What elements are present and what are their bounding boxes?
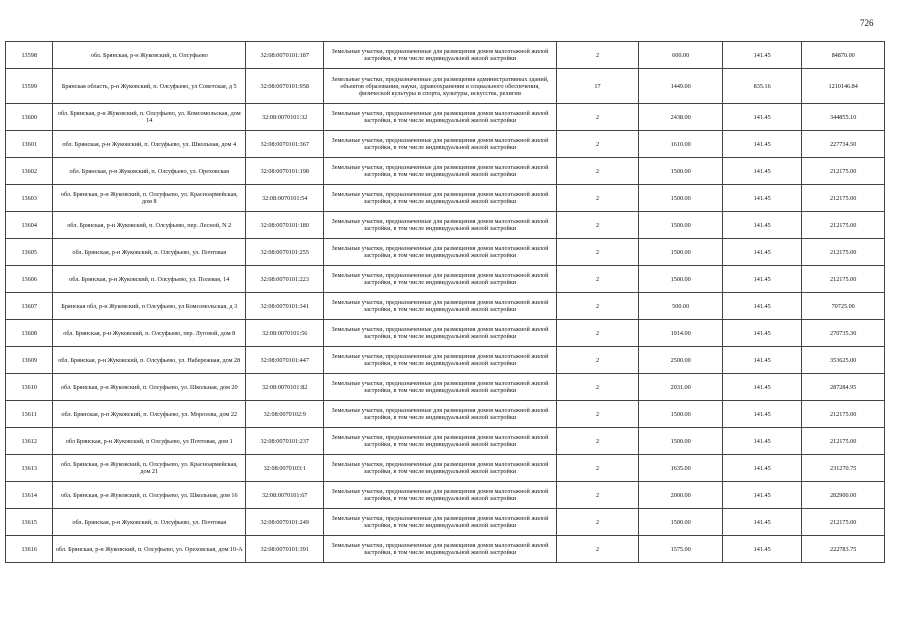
specific-value-cell: 141.45 [723,185,802,212]
cadastral-value-cell: 270735.30 [802,320,885,347]
table-row [6,69,885,104]
row-number: 13600 [6,104,53,131]
category-cell: 2 [556,131,639,158]
cadastral-value-cell: 353625.00 [802,347,885,374]
specific-value-cell: 141.45 [723,212,802,239]
land-use-cell: Земельные участки, предназначенные для размещения домов малоэтажной жилой застройки, в том числе индивидуальной жилой застройки [324,509,556,536]
address-cell: обл. Брянская, р-н Жуковский, п. Олсуфьево, пер. Луговой, дом 8 [53,320,246,347]
table-row [6,536,885,563]
land-use-cell: Земельные участки, предназначенные для размещения домов малоэтажной жилой застройки, в том числе индивидуальной жилой застройки [324,42,556,69]
cadastral-number-cell: 32:08:0070101:341 [246,293,324,320]
cadastral-value-cell: 212175.00 [802,185,885,212]
area-cell: 500.00 [639,293,723,320]
address-cell: Брянская обл, р-н Жуковский, п Олсуфьево, ул Комсомольская, д 3 [53,293,246,320]
address-cell: обл. Брянская, р-н Жуковский, п. Олсуфьево [53,42,246,69]
table-row [6,239,885,266]
area-cell: 1914.00 [639,320,723,347]
row-number: 13606 [6,266,53,293]
table-row [6,320,885,347]
address-cell: обл. Брянская, р-н Жуковский, п. Олсуфьево, ул. Школьная, дом 4 [53,131,246,158]
table-row [6,185,885,212]
table-row [6,212,885,239]
cadastral-value-cell: 84870.00 [802,42,885,69]
cadastral-value-cell: 227734.50 [802,131,885,158]
cadastral-number-cell: 32:08:0070101:56 [246,320,324,347]
cadastral-number-cell: 32:08:0070101:391 [246,536,324,563]
cadastral-value-cell: 1210146.84 [802,69,885,104]
cadastral-value-cell: 287284.95 [802,374,885,401]
cadastral-value-cell: 282900.00 [802,482,885,509]
category-cell: 2 [556,158,639,185]
table-row [6,42,885,69]
address-cell: обл. Брянская, р-н Жуковский, п. Олсуфьево, ул. Полевая, 14 [53,266,246,293]
area-cell: 1635.00 [639,455,723,482]
area-cell: 1500.00 [639,212,723,239]
area-cell: 2000.00 [639,482,723,509]
specific-value-cell: 141.45 [723,455,802,482]
land-use-cell: Земельные участки, предназначенные для размещения домов малоэтажной жилой застройки, в том числе индивидуальной жилой застройки [324,482,556,509]
cadastral-value-cell: 212175.00 [802,212,885,239]
category-cell: 2 [556,428,639,455]
category-cell: 2 [556,455,639,482]
table-row [6,482,885,509]
category-cell: 2 [556,509,639,536]
cadastral-number-cell: 32:08:0070102:9 [246,401,324,428]
land-use-cell: Земельные участки, предназначенные для размещения домов малоэтажной жилой застройки, в том числе индивидуальной жилой застройки [324,293,556,320]
specific-value-cell: 141.45 [723,482,802,509]
row-number: 13615 [6,509,53,536]
specific-value-cell: 141.45 [723,374,802,401]
address-cell: обл. Брянская, р-н Жуковский, п. Олсуфьево, ул. Ореховская, дом 10-А [53,536,246,563]
cadastral-value-cell: 222783.75 [802,536,885,563]
cadastral-value-cell: 212175.00 [802,239,885,266]
table-row [6,104,885,131]
cadastral-number-cell: 32:08:0070101:367 [246,131,324,158]
cadastral-value-table [5,41,885,563]
area-cell: 1575.00 [639,536,723,563]
land-use-cell: Земельные участки, предназначенные для размещения домов малоэтажной жилой застройки, в том числе индивидуальной жилой застройки [324,239,556,266]
category-cell: 2 [556,42,639,69]
area-cell: 2500.00 [639,347,723,374]
address-cell: обл. Брянская, р-н Жуковский, п. Олсуфьево, ул. Морозова, дом 22 [53,401,246,428]
table-row [6,347,885,374]
address-cell: обл. Брянская, р-н Жуковский, п. Олсуфьево, ул. Комсомольская, дом 14 [53,104,246,131]
row-number: 13599 [6,69,53,104]
cadastral-number-cell: 32:08:0070101:54 [246,185,324,212]
table-row [6,293,885,320]
land-use-cell: Земельные участки, предназначенные для размещения домов малоэтажной жилой застройки, в том числе индивидуальной жилой застройки [324,320,556,347]
page-number: 726 [860,18,874,28]
area-cell: 1500.00 [639,266,723,293]
land-use-cell: Земельные участки, предназначенные для размещения домов малоэтажной жилой застройки, в том числе индивидуальной жилой застройки [324,212,556,239]
row-number: 13605 [6,239,53,266]
specific-value-cell: 141.45 [723,104,802,131]
cadastral-number-cell: 32:08:0070101:223 [246,266,324,293]
land-use-cell: Земельные участки, предназначенные для размещения домов малоэтажной жилой застройки, в том числе индивидуальной жилой застройки [324,266,556,293]
category-cell: 2 [556,401,639,428]
cadastral-value-cell: 212175.00 [802,509,885,536]
row-number: 13613 [6,455,53,482]
area-cell: 2438.00 [639,104,723,131]
area-cell: 1610.00 [639,131,723,158]
specific-value-cell: 141.45 [723,320,802,347]
row-number: 13610 [6,374,53,401]
address-cell: обл. Брянская, р-н Жуковский, п. Олсуфьево, ул. Красноармейская, дом 21 [53,455,246,482]
row-number: 13603 [6,185,53,212]
table-row [6,401,885,428]
category-cell: 2 [556,347,639,374]
area-cell: 1500.00 [639,185,723,212]
land-use-cell: Земельные участки, предназначенные для размещения домов малоэтажной жилой застройки, в том числе индивидуальной жилой застройки [324,428,556,455]
table-row [6,428,885,455]
specific-value-cell: 141.45 [723,401,802,428]
specific-value-cell: 141.45 [723,536,802,563]
address-cell: Брянская область, р-н Жуковский, п. Олсуфьево, ул Советская, д 5 [53,69,246,104]
cadastral-number-cell: 32:08:0070101:180 [246,212,324,239]
cadastral-number-cell: 32:08:0070101:958 [246,69,324,104]
cadastral-value-cell: 212175.00 [802,158,885,185]
specific-value-cell: 141.45 [723,428,802,455]
land-use-cell: Земельные участки, предназначенные для размещения административных зданий, объектов образования, науки, здравоохранения и социального обеспечения, физической культуры и спорта, культуры, искусства, религии [324,69,556,104]
table-row [6,266,885,293]
address-cell: обл. Брянская, р-н Жуковский, п. Олсуфьево, ул. Школьная, дом 20 [53,374,246,401]
row-number: 13598 [6,42,53,69]
cadastral-number-cell: 32:08:0070101:187 [246,42,324,69]
cadastral-number-cell: 32:08:0070101:82 [246,374,324,401]
row-number: 13609 [6,347,53,374]
row-number: 13614 [6,482,53,509]
row-number: 13611 [6,401,53,428]
row-number: 13612 [6,428,53,455]
cadastral-value-cell: 70725.00 [802,293,885,320]
cadastral-number-cell: 32:08:0070103:1 [246,455,324,482]
row-number: 13601 [6,131,53,158]
category-cell: 2 [556,104,639,131]
category-cell: 2 [556,266,639,293]
land-use-cell: Земельные участки, предназначенные для размещения домов малоэтажной жилой застройки, в том числе индивидуальной жилой застройки [324,455,556,482]
cadastral-number-cell: 32:08:0070101:198 [246,158,324,185]
row-number: 13608 [6,320,53,347]
specific-value-cell: 141.45 [723,42,802,69]
cadastral-number-cell: 32:08:0070101:249 [246,509,324,536]
land-use-cell: Земельные участки, предназначенные для размещения домов малоэтажной жилой застройки, в том числе индивидуальной жилой застройки [324,131,556,158]
address-cell: обл. Брянская, р-н Жуковский, п. Олсуфьево, ул. Набережная, дом 28 [53,347,246,374]
cadastral-number-cell: 32:08:0070101:447 [246,347,324,374]
row-number: 13602 [6,158,53,185]
cadastral-value-cell: 344855.10 [802,104,885,131]
category-cell: 2 [556,185,639,212]
land-use-cell: Земельные участки, предназначенные для размещения домов малоэтажной жилой застройки, в том числе индивидуальной жилой застройки [324,104,556,131]
cadastral-value-cell: 212175.00 [802,401,885,428]
table-row [6,374,885,401]
cadastral-value-cell: 212175.00 [802,428,885,455]
table-row [6,131,885,158]
cadastral-value-cell: 212175.00 [802,266,885,293]
area-cell: 1500.00 [639,509,723,536]
area-cell: 1500.00 [639,158,723,185]
address-cell: обл. Брянская, р-н Жуковский, п. Олсуфьево, ул. Почтовая [53,509,246,536]
land-use-cell: Земельные участки, предназначенные для размещения домов малоэтажной жилой застройки, в том числе индивидуальной жилой застройки [324,401,556,428]
cadastral-number-cell: 32:08:0070101:255 [246,239,324,266]
row-number: 13607 [6,293,53,320]
specific-value-cell: 141.45 [723,131,802,158]
category-cell: 2 [556,536,639,563]
specific-value-cell: 141.45 [723,509,802,536]
area-cell: 1500.00 [639,428,723,455]
area-cell: 600.00 [639,42,723,69]
cadastral-number-cell: 32:08:0070101:32 [246,104,324,131]
row-number: 13604 [6,212,53,239]
land-use-cell: Земельные участки, предназначенные для размещения домов малоэтажной жилой застройки, в том числе индивидуальной жилой застройки [324,185,556,212]
address-cell: обл. Брянская, р-н Жуковский, п. Олсуфьево, ул. Красноармейская, дом 8 [53,185,246,212]
address-cell: обл. Брянская, р-н Жуковский, п. Олсуфьево, пер. Лесной, N 2 [53,212,246,239]
specific-value-cell: 141.45 [723,239,802,266]
specific-value-cell: 141.45 [723,347,802,374]
cadastral-number-cell: 32:08:0070101:237 [246,428,324,455]
specific-value-cell: 141.45 [723,158,802,185]
cadastral-value-cell: 231270.75 [802,455,885,482]
table-row [6,455,885,482]
land-use-cell: Земельные участки, предназначенные для размещения домов малоэтажной жилой застройки, в том числе индивидуальной жилой застройки [324,536,556,563]
area-cell: 2031.00 [639,374,723,401]
specific-value-cell: 835.16 [723,69,802,104]
category-cell: 2 [556,239,639,266]
specific-value-cell: 141.45 [723,293,802,320]
category-cell: 2 [556,482,639,509]
area-cell: 1449.00 [639,69,723,104]
category-cell: 2 [556,293,639,320]
area-cell: 1500.00 [639,239,723,266]
address-cell: обл. Брянская, р-н Жуковский, п. Олсуфьево, ул. Почтовая [53,239,246,266]
area-cell: 1500.00 [639,401,723,428]
address-cell: обл Брянская, р-н Жуковский, п Олсуфьево, ул Почтовая, дом 1 [53,428,246,455]
address-cell: обл. Брянская, р-н Жуковский, п. Олсуфьево, ул. Школьная, дом 16 [53,482,246,509]
specific-value-cell: 141.45 [723,266,802,293]
land-use-cell: Земельные участки, предназначенные для размещения домов малоэтажной жилой застройки, в том числе индивидуальной жилой застройки [324,374,556,401]
land-use-cell: Земельные участки, предназначенные для размещения домов малоэтажной жилой застройки, в том числе индивидуальной жилой застройки [324,158,556,185]
table-row [6,509,885,536]
category-cell: 2 [556,320,639,347]
land-use-cell: Земельные участки, предназначенные для размещения домов малоэтажной жилой застройки, в том числе индивидуальной жилой застройки [324,347,556,374]
table-row [6,158,885,185]
address-cell: обл. Брянская, р-н Жуковский, п. Олсуфьево, ул. Ореховская [53,158,246,185]
category-cell: 2 [556,212,639,239]
category-cell: 17 [556,69,639,104]
row-number: 13616 [6,536,53,563]
category-cell: 2 [556,374,639,401]
cadastral-number-cell: 32:08:0070101:67 [246,482,324,509]
